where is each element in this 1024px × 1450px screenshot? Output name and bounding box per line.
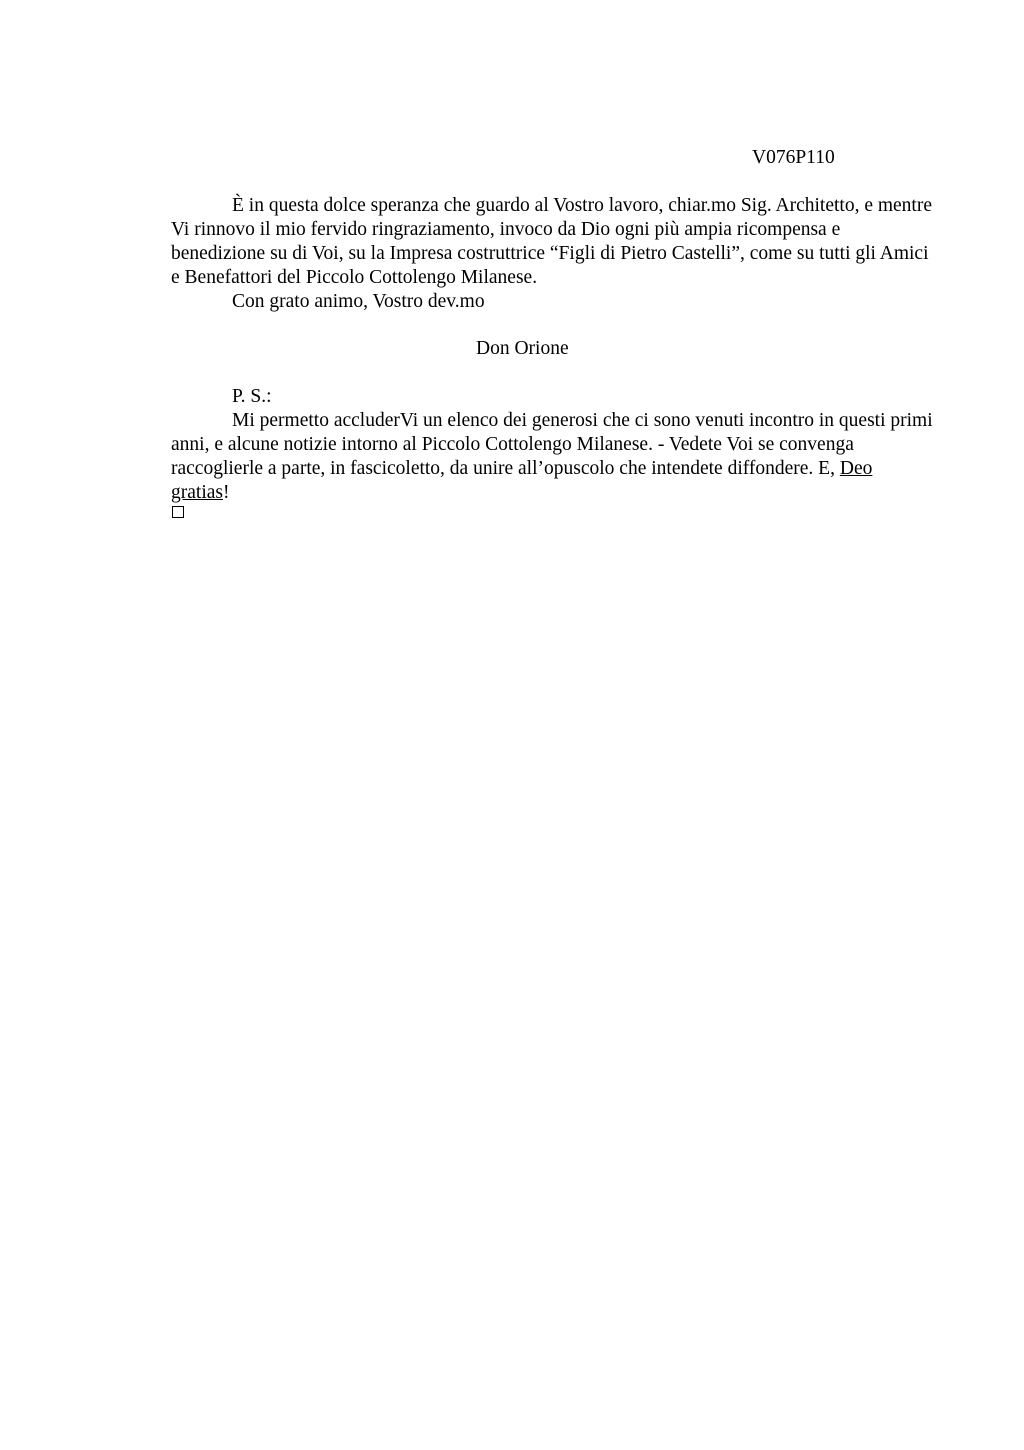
- page-identifier: V076P110: [752, 147, 835, 168]
- postscript-label: P. S.:: [232, 386, 272, 407]
- postscript-text-after: !: [222, 482, 230, 503]
- postscript-text-before: Mi permetto accluderVi un elenco dei generosi che ci sono venuti incontro in questi primi anni, e alcune notizie intorno al Piccolo Cottolengo Milanese. - Vedete Voi se convenga raccoglierle a parte, in fascicoletto, da unire all’opuscolo che intendete diffondere. E,: [171, 410, 933, 479]
- letter-closing: Con grato animo, Vostro dev.mo: [232, 291, 485, 312]
- letter-body: [171, 194, 933, 314]
- empty-box-icon: [172, 506, 184, 518]
- postscript-text: [171, 409, 933, 505]
- postscript-underlined-phrase: Deo gratias: [171, 458, 873, 503]
- letter-paragraph: È in questa dolce speranza che guardo al Vostro lavoro, chiar.mo Sig. Architetto, e mentre Vi rinnovo il mio fervido ringraziamento, invoco da Dio ogni più ampia ricompensa e benedizione su di Voi, su la Impresa costruttrice “Figli di Pietro Castelli”, come su tutti gli Amici e Benefattori del Piccolo Cottolengo Milanese.: [171, 195, 932, 288]
- letter-signature: Don Orione: [476, 338, 569, 359]
- postscript: [171, 385, 933, 505]
